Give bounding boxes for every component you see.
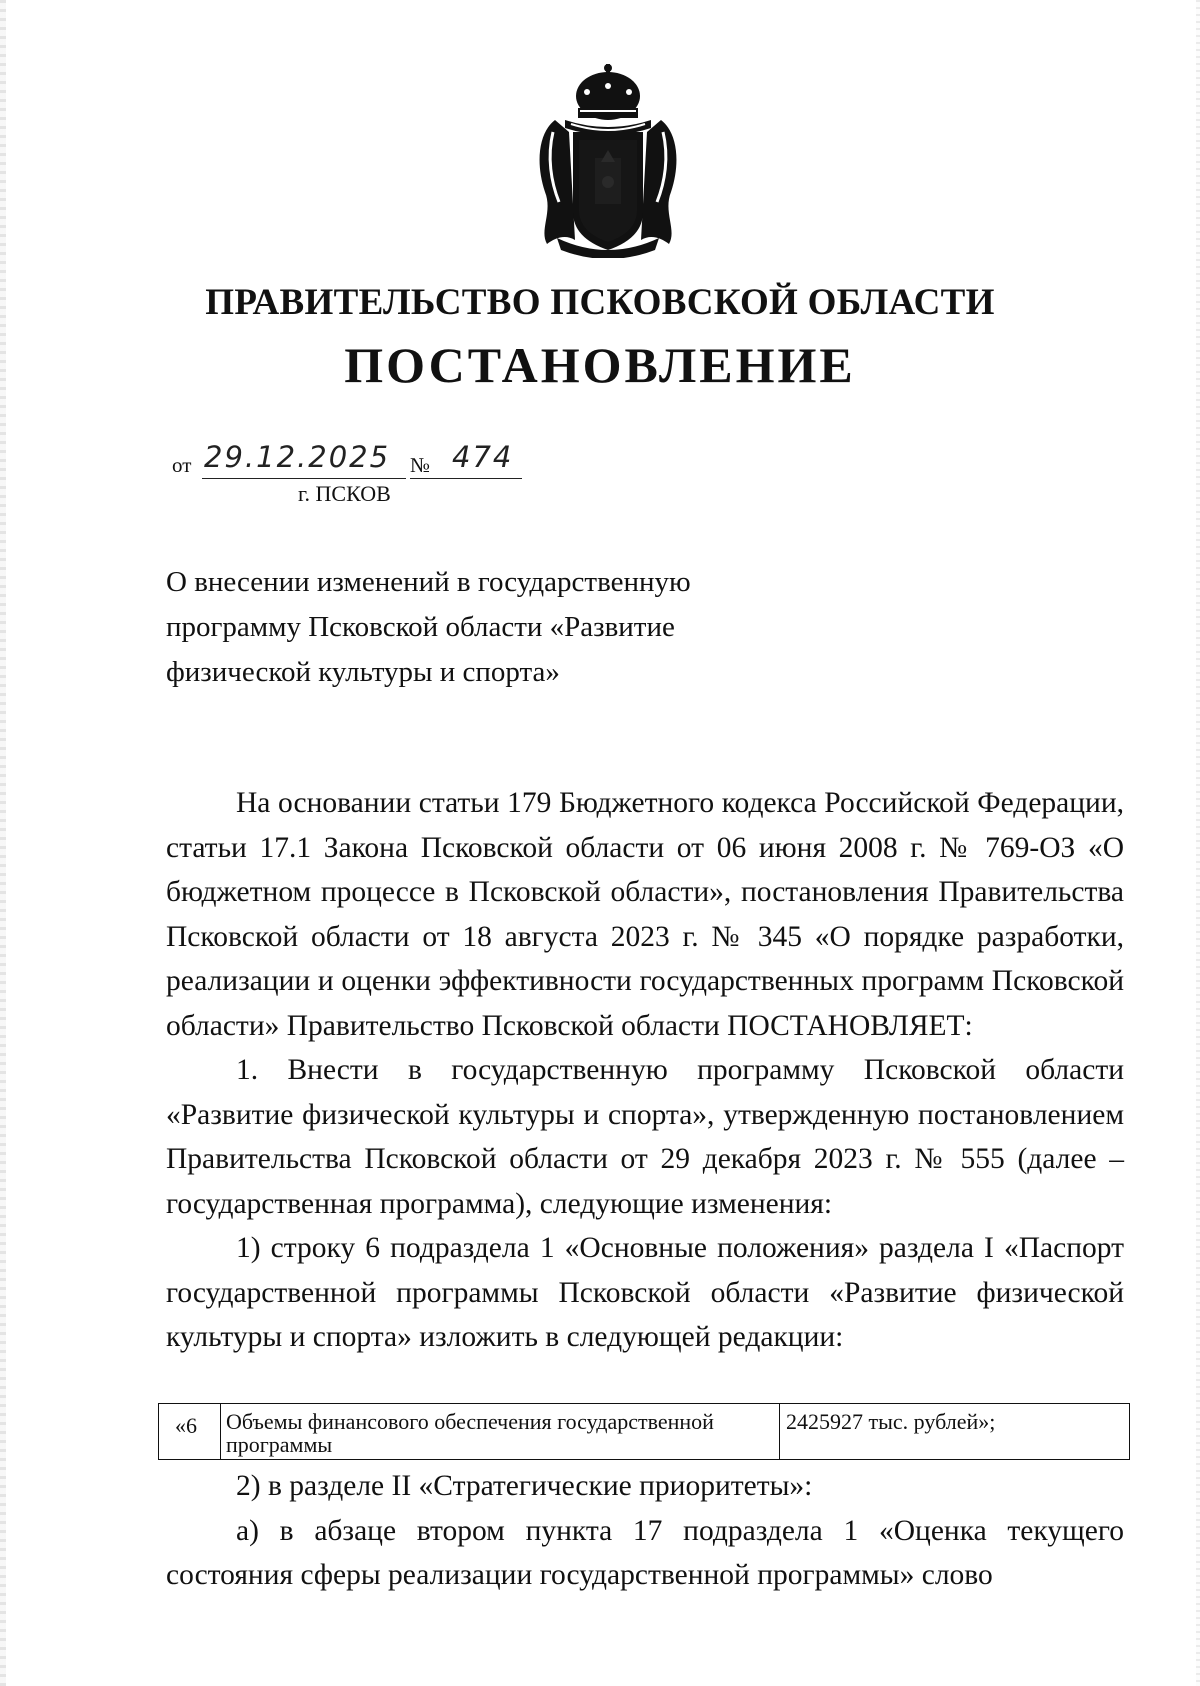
document-body bbox=[166, 781, 1124, 1360]
subject-line: физической культуры и спорта» bbox=[166, 656, 560, 688]
table-cell-row-number: «6 bbox=[159, 1404, 221, 1459]
document-date: 29.12.2025 bbox=[204, 440, 391, 474]
item-1-1-paragraph: 1) строку 6 подраздела 1 «Основные положения» раздела I «Паспорт государственной программы Псковской области «Развитие физической культуры и спорта» изложить в следующей редакции: bbox=[166, 1232, 1124, 1353]
item-1-paragraph: 1. Внести в государственную программу Псковской области «Развитие физической культуры и спорта», утвержденную постановлением Правительства Псковской области от 29 декабря 2023 г. № 555 (далее – государственная программа), следующие изменения: bbox=[166, 1054, 1124, 1220]
coat-of-arms-emblem bbox=[535, 62, 681, 258]
passport-table bbox=[158, 1403, 1130, 1460]
item-2-paragraph: 2) в разделе II «Стратегические приоритеты»: bbox=[236, 1470, 813, 1502]
document-body-continued bbox=[166, 1464, 1124, 1598]
subject-line: О внесении изменений в государственную bbox=[166, 566, 691, 598]
subject-line: программу Псковской области «Развитие bbox=[166, 611, 675, 643]
date-underline bbox=[202, 478, 406, 479]
document-place: г. ПСКОВ bbox=[298, 481, 391, 506]
table-cell-value: 2425927 тыс. рублей»; bbox=[786, 1409, 996, 1434]
item-2a-paragraph: а) в абзаце втором пункта 17 подраздела 1 «Оценка текущего состояния сферы реализации государственной программы» слово bbox=[166, 1514, 1124, 1591]
date-prefix: от bbox=[172, 453, 192, 477]
document-type-title: ПОСТАНОВЛЕНИЕ bbox=[344, 337, 856, 393]
scan-edge-left bbox=[0, 0, 6, 1686]
scan-edge-right bbox=[1196, 0, 1200, 1686]
number-label: № bbox=[410, 453, 431, 477]
table-cell-label: Объемы финансового обеспечения государственной программы bbox=[221, 1404, 780, 1459]
government-title: ПРАВИТЕЛЬСТВО ПСКОВСКОЙ ОБЛАСТИ bbox=[205, 282, 995, 323]
document-number: 474 bbox=[452, 440, 514, 474]
document-subject bbox=[166, 560, 786, 695]
number-underline bbox=[410, 478, 522, 479]
preamble-paragraph: На основании статьи 179 Бюджетного кодекса Российской Федерации, статьи 17.1 Закона Псковской области от 06 июня 2008 г. № 769-ОЗ «О бюджетном процессе в Псковской области», постановления Правительства Псковской области от 18 августа 2023 г. № 345 «О порядке разработки, реализации и оценки эффективности государственных программ Псковской области» Правительство Псковской области ПОСТАНОВЛЯЕТ: bbox=[166, 787, 1124, 1042]
